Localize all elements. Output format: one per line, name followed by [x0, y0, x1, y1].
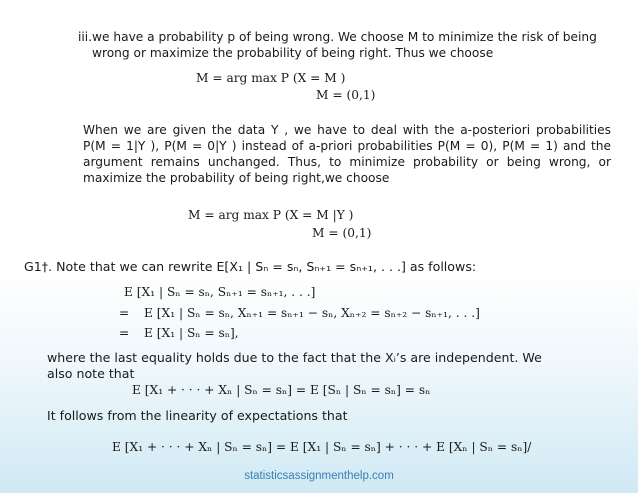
formula-2-main: M = arg max P (X = M |Y )	[188, 208, 354, 222]
g1-equation-2: E [X₁ | Sₙ = sₙ, Xₙ₊₁ = sₙ₊₁ − sₙ, Xₙ₊₂ = sₙ₊₂ − sₙ₊₁, . . .]	[144, 306, 480, 320]
g1-intro: G1†. Note that we can rewrite E[X₁ | Sₙ = sₙ, Sₙ₊₁ = sₙ₊₁, . . .] as follows:	[24, 259, 477, 274]
g1-equation-4: E [X₁ + · · · + Xₙ | Sₙ = sₙ] = E [Sₙ | Sₙ = sₙ] = sₙ	[132, 383, 431, 397]
footer-website: statisticsassignmenthelp.com	[244, 470, 394, 482]
section-iii-line-2: wrong or maximize the probability of being right. Thus we choose	[92, 46, 494, 60]
g1-equals-sign-2: =	[119, 326, 130, 340]
g1-equation-1: E [X₁ | Sₙ = sₙ, Sₙ₊₁ = sₙ₊₁, . . .]	[124, 285, 316, 299]
g1-linearity-text: It follows from the linearity of expectations that	[47, 408, 348, 423]
formula-1-subscript: M = (0,1)	[316, 88, 376, 102]
posterior-line-3: argument remains unchanged. Thus, to minimize probability or being wrong, or	[83, 155, 611, 169]
formula-2-subscript: M = (0,1)	[312, 226, 372, 240]
section-iii-line-1: iii.we have a probability p of being wrong. We choose M to minimize the risk of being	[78, 30, 597, 44]
posterior-line-4: maximize the probability of being right,we choose	[83, 171, 390, 185]
g1-equals-sign-1: =	[119, 306, 130, 320]
g1-equation-3: E [X₁ | Sₙ = sₙ],	[144, 326, 239, 340]
g1-where-line-2: also note that	[47, 366, 135, 381]
g1-where-line-1: where the last equality holds due to the fact that the Xᵢ’s are independent. We	[47, 350, 542, 365]
posterior-line-1: When we are given the data Y , we have to deal with the a-posteriori probabilities	[83, 123, 611, 137]
g1-equation-5: E [X₁ + · · · + Xₙ | Sₙ = sₙ] = E [X₁ | Sₙ = sₙ] + · · · + E [Xₙ | Sₙ = sₙ]/	[112, 440, 532, 454]
posterior-line-2: P(M = 1|Y ), P(M = 0|Y ) instead of a-priori probabilities P(M = 0), P(M = 1) and the	[83, 139, 611, 153]
formula-1-main: M = arg max P (X = M )	[196, 71, 346, 85]
